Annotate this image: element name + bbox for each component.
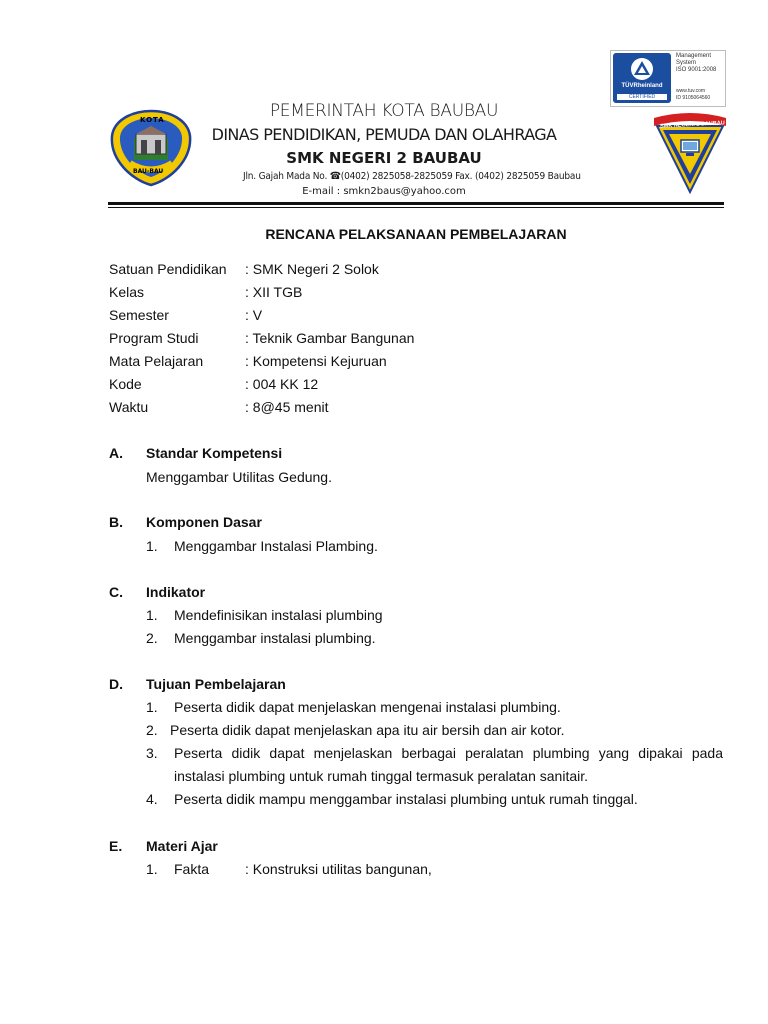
info-value-kode: : 004 KK 12 xyxy=(245,376,319,392)
tuv-triangle-icon xyxy=(629,57,655,81)
section-a-letter: A. xyxy=(109,445,123,461)
section-e-item-text: : Konstruksi utilitas bangunan, xyxy=(245,861,432,877)
section-d-item-num: 4. xyxy=(146,791,158,807)
section-d-item-num: 3. xyxy=(146,745,158,761)
logo-bottom-text: BAU-BAU xyxy=(133,168,164,175)
info-value-kelas: : XII TGB xyxy=(245,284,303,300)
info-label-mapel: Mata Pelajaran xyxy=(109,353,204,369)
header-rule-thin xyxy=(108,207,724,208)
tuv-cert-badge xyxy=(610,50,726,107)
info-value-semester: : V xyxy=(245,307,263,323)
section-e-title: Materi Ajar xyxy=(146,838,218,854)
section-c-title: Indikator xyxy=(146,584,206,600)
logo-top-text: KOTA xyxy=(140,116,165,124)
section-c-item-num: 2. xyxy=(146,630,158,646)
info-value-mapel: : Kompetensi Kejuruan xyxy=(245,353,387,369)
cert-line-1: Management xyxy=(676,53,712,59)
tuv-brand: TÜVRheinland xyxy=(621,83,663,89)
header-email: E-mail : smkn2baus@yahoo.com xyxy=(302,186,466,197)
section-a-title: Standar Kompetensi xyxy=(146,445,283,461)
section-d-item-text: Peserta didik dapat menjelaskan mengenai instalasi plumbing. xyxy=(174,699,561,715)
section-a-text: Menggambar Utilitas Gedung. xyxy=(146,469,332,485)
section-e-item-num: 1. xyxy=(146,861,158,877)
section-d-item-text: Peserta didik dapat menjelaskan apa itu air bersih dan air kotor. xyxy=(170,722,565,738)
section-d-item-text-line1: Peserta didik dapat menjelaskan berbagai peralatan plumbing yang dipakai pada xyxy=(174,745,723,761)
section-e-item-label: Fakta xyxy=(174,861,210,877)
section-d-item-text: Peserta didik mampu menggambar instalasi plumbing untuk rumah tinggal. xyxy=(174,791,638,807)
info-value-satuan: : SMK Negeri 2 Solok xyxy=(245,261,379,277)
document-title: RENCANA PELAKSANAAN PEMBELAJARAN xyxy=(265,226,567,242)
section-b-letter: B. xyxy=(109,514,123,530)
header-address: Jln. Gajah Mada No. ☎(0402) 2825058-2825059 Fax. (0402) 2825059 Baubau xyxy=(243,171,581,182)
info-label-satuan: Satuan Pendidikan xyxy=(109,261,227,277)
tuv-certified: CERTIFIED xyxy=(617,94,667,100)
cert-line-3: ISO 9001:2008 xyxy=(676,67,717,73)
section-e-letter: E. xyxy=(109,838,123,854)
header-line-1: PEMERINTAH KOTA BAUBAU xyxy=(269,101,499,121)
tuv-logo-box xyxy=(613,53,671,103)
section-d-item-text-line2: instalasi plumbing untuk rumah tinggal termasuk peralatan sanitair. xyxy=(174,768,589,784)
info-label-waktu: Waktu xyxy=(109,399,149,415)
header-line-2: DINAS PENDIDIKAN, PEMUDA DAN OLAHRAGA xyxy=(211,125,557,144)
cert-line-4: www.tuv.com xyxy=(676,88,706,94)
smk-logo-banner-text: SMK NEGERI 2 BAUBAU xyxy=(659,120,725,130)
info-value-program: : Teknik Gambar Bangunan xyxy=(245,330,415,346)
section-b-item-text: Menggambar Instalasi Plambing. xyxy=(174,538,378,554)
info-label-kode: Kode xyxy=(109,376,142,392)
section-d-item-num: 2. xyxy=(146,722,158,738)
info-label-semester: Semester xyxy=(109,307,169,323)
cert-line-2: System xyxy=(676,60,697,66)
section-c-item-num: 1. xyxy=(146,607,158,623)
section-c-letter: C. xyxy=(109,584,123,600)
info-label-program: Program Studi xyxy=(109,330,199,346)
section-b-title: Komponen Dasar xyxy=(146,514,262,530)
section-d-item-num: 1. xyxy=(146,699,158,715)
section-b-item-num: 1. xyxy=(146,538,158,554)
cert-line-5: ID 9105064560 xyxy=(676,95,711,101)
section-d-letter: D. xyxy=(109,676,123,692)
section-c-item-text: Mendefinisikan instalasi plumbing xyxy=(174,607,383,623)
info-label-kelas: Kelas xyxy=(109,284,145,300)
section-d-title: Tujuan Pembelajaran xyxy=(146,676,286,692)
info-value-waktu: : 8@45 menit xyxy=(245,399,329,415)
section-c-item-text: Menggambar instalasi plumbing. xyxy=(174,630,376,646)
header-line-3: SMK NEGERI 2 BAUBAU xyxy=(286,149,482,167)
header-rule-thick xyxy=(108,202,724,205)
